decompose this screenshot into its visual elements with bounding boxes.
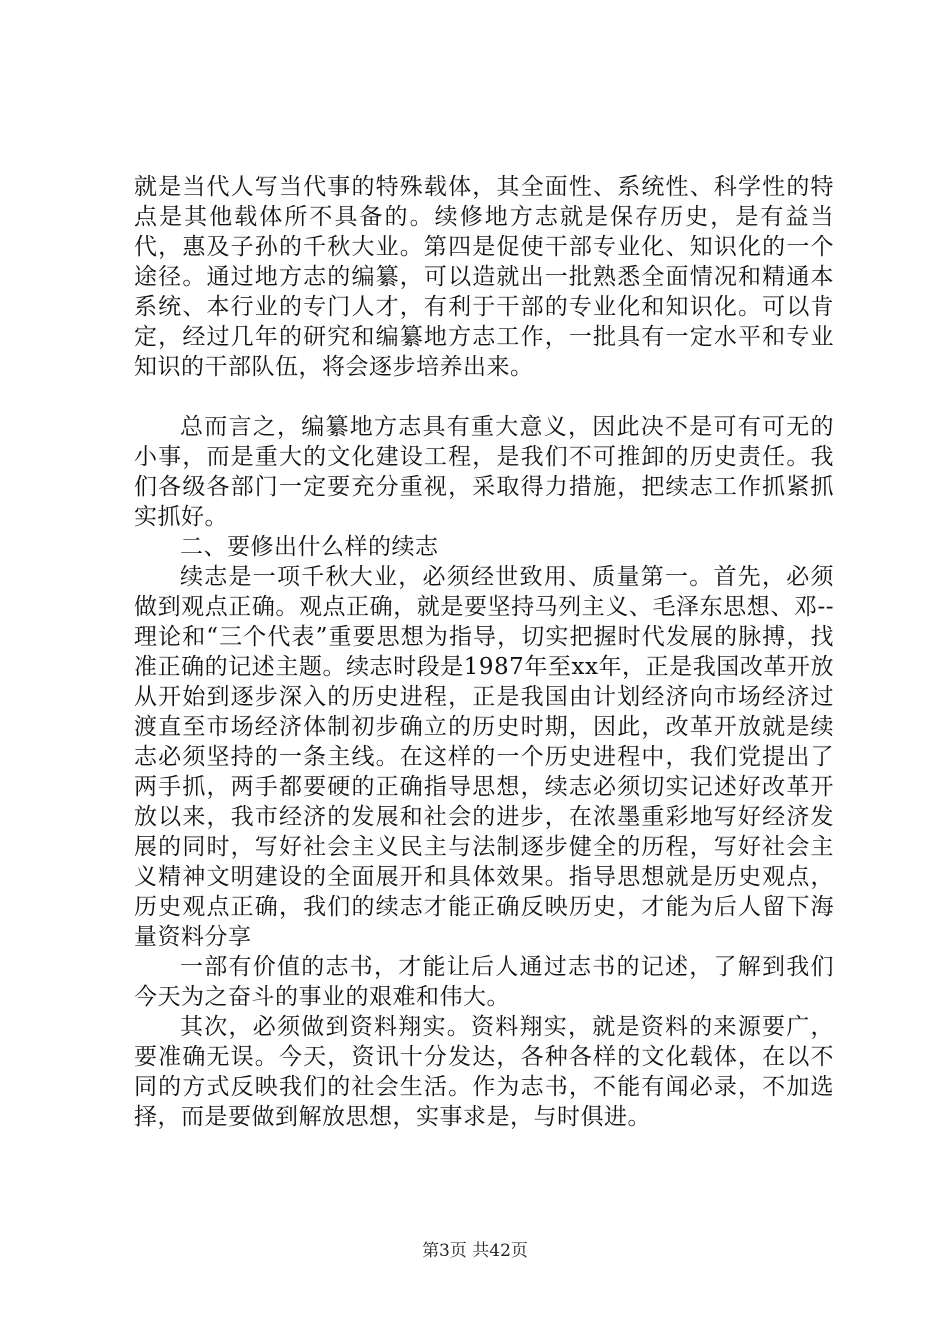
paragraph-4: 续志是一项千秋大业，必须经世致用、质量第一。首先，必须做到观点正确。观点正确，就是要坚持马列主义、毛泽东思想、邓--理论和“三个代表”重要思想为指导，切实把握时代发展的脉搏，找准正确的记述主题。续志时段是1987年至xx年，正是我国改革开放从开始到逐步深入的历史进程，正是我国由计划经济向市场经济过渡直至市场经济体制初步确立的历史时期，因此，改革开放就是续志必须坚持的一条主线。在这样的一个历史进程中，我们党提出了两手抓，两手都要硬的正确指导思想，续志必须切实记述好改革开放以来，我市经济的发展和社会的进步，在浓墨重彩地写好经济发展的同时，写好社会主义民主与法制逐步健全的历程，写好社会主义精神文明建设的全面展开和具体效果。指导思想就是历史观点，历史观点正确，我们的续志才能正确反映历史，才能为后人留下海量资料分享 (134, 564, 834, 950)
paragraph-1: 就是当代人写当代事的特殊载体，其全面性、系统性、科学性的特点是其他载体所不具备的。续修地方志就是保存历史，是有益当代，惠及子孙的千秋大业。第四是促使干部专业化、知识化的一个途径。通过地方志的编纂，可以造就出一批熟悉全面情况和精通本系统、本行业的专门人才，有利于干部的专业化和知识化。可以肯定，经过几年的研究和编纂地方志工作，一批具有一定水平和专业知识的干部队伍，将会逐步培养出来。 (134, 174, 834, 380)
page-number-indicator: 第3页 共42页 (422, 1241, 528, 1261)
page-footer (0, 1240, 950, 1262)
paragraph-2: 总而言之，编纂地方志具有重大意义，因此决不是可有可无的小事，而是重大的文化建设工程，是我们不可推卸的历史责任。我们各级各部门一定要充分重视，采取得力措施，把续志工作抓紧抓实抓好。 (134, 414, 834, 530)
paragraph-6: 其次，必须做到资料翔实。资料翔实，就是资料的来源要广，要准确无误。今天，资讯十分发达，各种各样的文化载体，在以不同的方式反映我们的社会生活。作为志书，不能有闻必录，不加选择，而是要做到解放思想，实事求是，与时俱进。 (134, 1014, 834, 1130)
document-body (134, 172, 834, 1132)
section-heading: 二、要修出什么样的续志 (180, 534, 439, 560)
paragraph-5: 一部有价值的志书，才能让后人通过志书的记述，了解到我们今天为之奋斗的事业的艰难和伟大。 (134, 954, 834, 1010)
